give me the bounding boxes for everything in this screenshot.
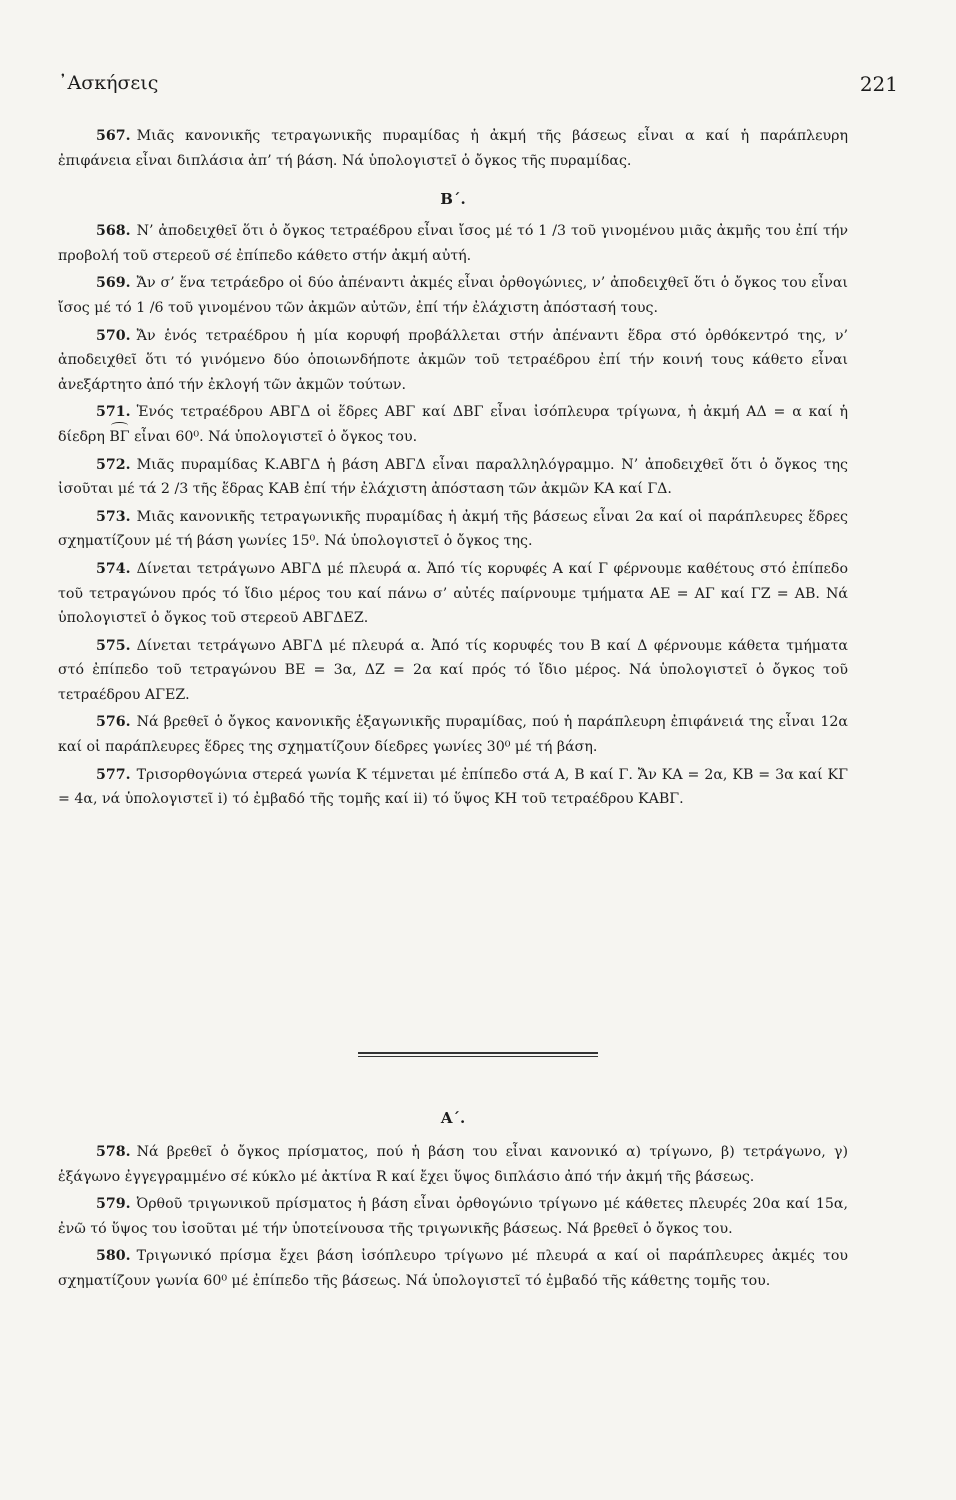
exercise-text: Δίνεται τετράγωνο ΑΒΓΔ μέ πλευρά α. Ἀπό τίς κορυφές του Β καί Δ φέρνουμε κάθετα τμήματα στό ἐπίπεδο τοῦ τετραγώνου ΒΕ = 3α, ΔΖ = 2α καί πρός τό ἴδιο μέρος. Νά ὑπολογιστεῖ ὁ ὄγκος τοῦ τετραέδρου ΑΓΕΖ. bbox=[58, 637, 848, 703]
exercise-579 bbox=[58, 1192, 848, 1241]
exercise-text: Μιᾶς κανονικῆς τετραγωνικῆς πυραμίδας ἡ ἀκμή τῆς βάσεως εἶναι α καί ἡ παράπλευρη ἐπιφάνεια εἶναι διπλάσια ἀπ’ τή βάση. Νά ὑπολογιστεῖ ὁ ὄγκος τῆς πυραμίδας. bbox=[58, 128, 848, 169]
exercise-text: Μιᾶς πυραμίδας Κ.ΑΒΓΔ ἡ βάση ΑΒΓΔ εἶναι παραλληλόγραμμο. Ν’ ἀποδειχθεῖ ὅτι ὁ ὄγκος της ἰσοῦται μέ τά 2 /3 τῆς ἕδρας ΚΑΒ ἐπί τήν ἐλάχιστη ἀπόσταση τῶν ἀκμῶν ΚΑ καί ΓΔ. bbox=[58, 456, 848, 498]
exercise-number: 572. bbox=[96, 456, 131, 473]
page-number: 221 bbox=[859, 72, 898, 96]
exercise-571 bbox=[58, 400, 848, 449]
exercise-number: 577. bbox=[96, 766, 131, 783]
bottom-exercises bbox=[58, 1106, 848, 1297]
exercise-text: Ν’ ἀποδειχθεῖ ὅτι ὁ ὄγκος τετραέδρου εἶναι ἴσος μέ τό 1 /3 τοῦ γινομένου μιᾶς ἀκμῆς του ἐπί τήν προβολή τοῦ στερεοῦ σέ ἐπίπεδο κάθετο στήν ἀκμή αὐτή. bbox=[58, 223, 848, 264]
exercise-580 bbox=[58, 1244, 848, 1293]
exercise-text: Ὀρθοῦ τριγωνικοῦ πρίσματος ἡ βάση εἶναι ὀρθογώνιο τρίγωνο μέ κάθετες πλευρές 20α καί 15α, ἐνῶ τό ὕψος του ἰσοῦται μέ τήν ὑποτείνουσα τῆς τριγωνικῆς βάσεως. Νά βρεθεῖ ὁ ὄγκος του. bbox=[58, 1196, 848, 1237]
exercise-text: Τρισορθογώνια στερεά γωνία Κ τέμνεται μέ ἐπίπεδο στά Α, Β καί Γ. Ἄν ΚΑ = 2α, ΚΒ = 3α καί ΚΓ = 4α, νά ὑπολογιστεῖ i) τό ἐμβαδό τῆς τομῆς καί ii) τό ὕψος ΚΗ τοῦ τετραέδρου ΚΑΒΓ. bbox=[58, 766, 848, 808]
exercise-number: 573. bbox=[96, 508, 131, 525]
exercise-text: Τριγωνικό πρίσμα ἔχει βάση ἰσόπλευρο τρίγωνο μέ πλευρά α καί οἱ παράπλευρες ἀκμές του σχηματίζουν γωνία 60⁰ μέ ἐπίπεδο τῆς βάσεως. Νά ὑπολογιστεῖ τό ἐμβαδό τῆς κάθετης τομῆς του. bbox=[58, 1248, 848, 1289]
exercise-number: 568. bbox=[96, 223, 131, 240]
exercise-574 bbox=[58, 557, 848, 631]
exercise-577 bbox=[58, 763, 848, 812]
exercise-569 bbox=[58, 271, 848, 320]
section-divider bbox=[358, 1052, 598, 1057]
exercise-text: Μιᾶς κανονικῆς τετραγωνικῆς πυραμίδας ἡ ἀκμή τῆς βάσεως εἶναι 2α καί οἱ παράπλευρες ἕδρες σχηματίζουν μέ τή βάση γωνίες 15⁰. Νά ὑπολογιστεῖ ὁ ὄγκος της. bbox=[58, 508, 848, 550]
exercise-number: 570. bbox=[96, 327, 131, 344]
exercise-number: 576. bbox=[96, 714, 131, 731]
dihedral-arc-label: ΒΓ bbox=[109, 425, 129, 450]
exercise-567 bbox=[58, 124, 848, 173]
exercise-570 bbox=[58, 324, 848, 398]
page-header bbox=[58, 72, 898, 104]
exercise-568 bbox=[58, 219, 848, 268]
exercise-text: Νά βρεθεῖ ὁ ὄγκος κανονικῆς ἑξαγωνικῆς πυραμίδας, πού ἡ παράπλευρη ἐπιφάνειά της εἶναι 12α καί οἱ παράπλευρες ἕδρες της σχηματίζουν δίεδρες γωνίες 30⁰ μέ τή βάση. bbox=[58, 714, 848, 756]
exercise-573 bbox=[58, 505, 848, 554]
exercise-575 bbox=[58, 634, 848, 708]
exercise-number: 574. bbox=[96, 560, 131, 577]
exercise-number: 571. bbox=[96, 404, 131, 421]
exercise-text: Ἄν σ’ ἕνα τετράεδρο οἱ δύο ἀπέναντι ἀκμές εἶναι ὀρθογώνιες, ν’ ἀποδειχθεῖ ὅτι ὁ ὄγκος του εἶναι ἴσος μέ τό 1 /6 τοῦ γινομένου τῶν ἀκμῶν αὐτῶν, ἐπί τήν ἐλάχιστη ἀπόστασή τους. bbox=[58, 275, 848, 316]
section-label-b: Β΄. bbox=[440, 190, 466, 209]
exercise-number: 567. bbox=[96, 128, 131, 144]
exercise-text: Νά βρεθεῖ ὁ ὄγκος πρίσματος, πού ἡ βάση του εἶναι κανονικό α) τρίγωνο, β) τετράγωνο, γ) ἑξάγωνο ἐγγεγραμμένο σέ κύκλο μέ ἀκτίνα R καί ἔχει ὕψος διπλάσιο ἀπό τήν ἀκμή τῆς βάσεως. bbox=[58, 1144, 848, 1185]
exercise-text: Ἄν ἑνός τετραέδρου ἡ μία κορυφή προβάλλεται στήν ἀπέναντι ἕδρα στό ὀρθόκεντρό της, ν’ ἀποδειχθεῖ ὅτι τό γινόμενο δύο ὁποιωνδήποτε ἀκμῶν τοῦ τετραέδρου ἐπί τήν κοινή τους κάθετο εἶναι ἀνεξάρτητο ἀπό τήν ἐκλογή τῶν ἀκμῶν τούτων. bbox=[58, 327, 848, 393]
exercise-text: Δίνεται τετράγωνο ΑΒΓΔ μέ πλευρά α. Ἀπό τίς κορυφές Α καί Γ φέρνουμε καθέτους στό ἐπίπεδο τοῦ τετραγώνου πρός τό ἴδιο μέρος του καί πάνω σ’ αὐτές παίρνουμε τμήματα ΑΕ = ΑΓ καί ΓΖ = ΑΒ. Νά ὑπολογιστεῖ ὁ ὄγκος τοῦ στερεοῦ ΑΒΓΔΕΖ. bbox=[58, 560, 848, 627]
exercise-578 bbox=[58, 1140, 848, 1189]
top-exercises bbox=[58, 124, 848, 815]
section-label-a: Α΄. bbox=[440, 1109, 466, 1127]
running-title: ᾿Ασκήσεις bbox=[58, 72, 159, 94]
exercise-text: Ἑνός τετραέδρου ΑΒΓΔ οἱ ἕδρες ΑΒΓ καί ΔΒΓ εἶναι ἰσόπλευρα τρίγωνα, ἡ ἀκμή ΑΔ = α καί ἡ δίεδρη bbox=[58, 404, 848, 445]
exercise-572 bbox=[58, 453, 848, 502]
exercise-number: 575. bbox=[96, 637, 131, 654]
exercise-number: 580. bbox=[96, 1248, 131, 1265]
exercise-number: 578. bbox=[96, 1144, 131, 1160]
exercise-text-continued: εἶναι 60⁰. Νά ὑπολογιστεῖ ὁ ὄγκος του. bbox=[129, 428, 418, 445]
exercise-576 bbox=[58, 710, 848, 759]
exercise-number: 569. bbox=[96, 275, 131, 292]
exercise-number: 579. bbox=[96, 1196, 131, 1213]
